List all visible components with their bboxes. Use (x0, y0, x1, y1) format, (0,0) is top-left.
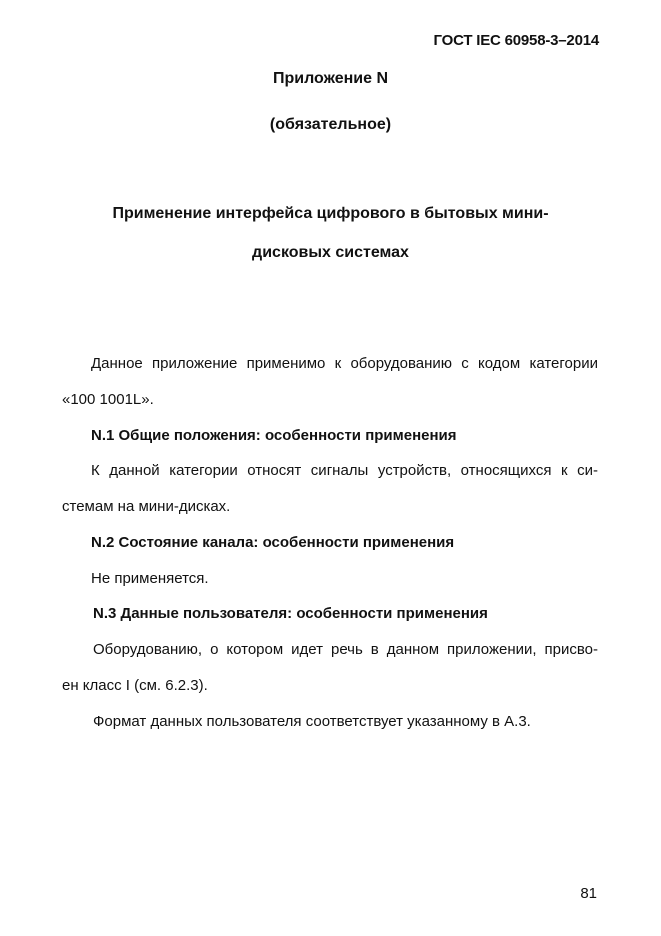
section-n1-heading: N.1 Общие положения: особенности применения (91, 427, 457, 444)
section-n1-line-1: К данной категории относят сигналы устройств, относящихся к си- (91, 462, 598, 479)
page-number: 81 (580, 885, 597, 902)
section-n1-line-2: стемам на мини-дисках. (62, 498, 231, 515)
section-n2-text: Не применяется. (91, 570, 209, 587)
section-n2-heading: N.2 Состояние канала: особенности применения (91, 534, 455, 551)
section-n3-line-3: Формат данных пользователя соответствует указанному в А.3. (93, 713, 531, 730)
intro-paragraph-line-1: Данное приложение применимо к оборудованию с кодом категории (91, 355, 598, 372)
section-n3-line-2: ен класс I (см. 6.2.3). (62, 677, 208, 694)
annex-status: (обязательное) (269, 116, 392, 133)
standard-code-header: ГОСТ IEC 60958-3–2014 (433, 32, 599, 49)
annex-heading-line-2: дисковых системах (252, 244, 409, 261)
annex-title: Приложение N (272, 70, 389, 87)
intro-paragraph-line-2: «100 1001L». (62, 391, 154, 408)
section-n3-line-1: Оборудованию, о котором идет речь в данном приложении, присво- (93, 641, 598, 658)
annex-heading-line-1: Применение интерфейса цифрового в бытовых мини- (112, 205, 549, 222)
section-n3-heading: N.3 Данные пользователя: особенности применения (93, 605, 488, 622)
